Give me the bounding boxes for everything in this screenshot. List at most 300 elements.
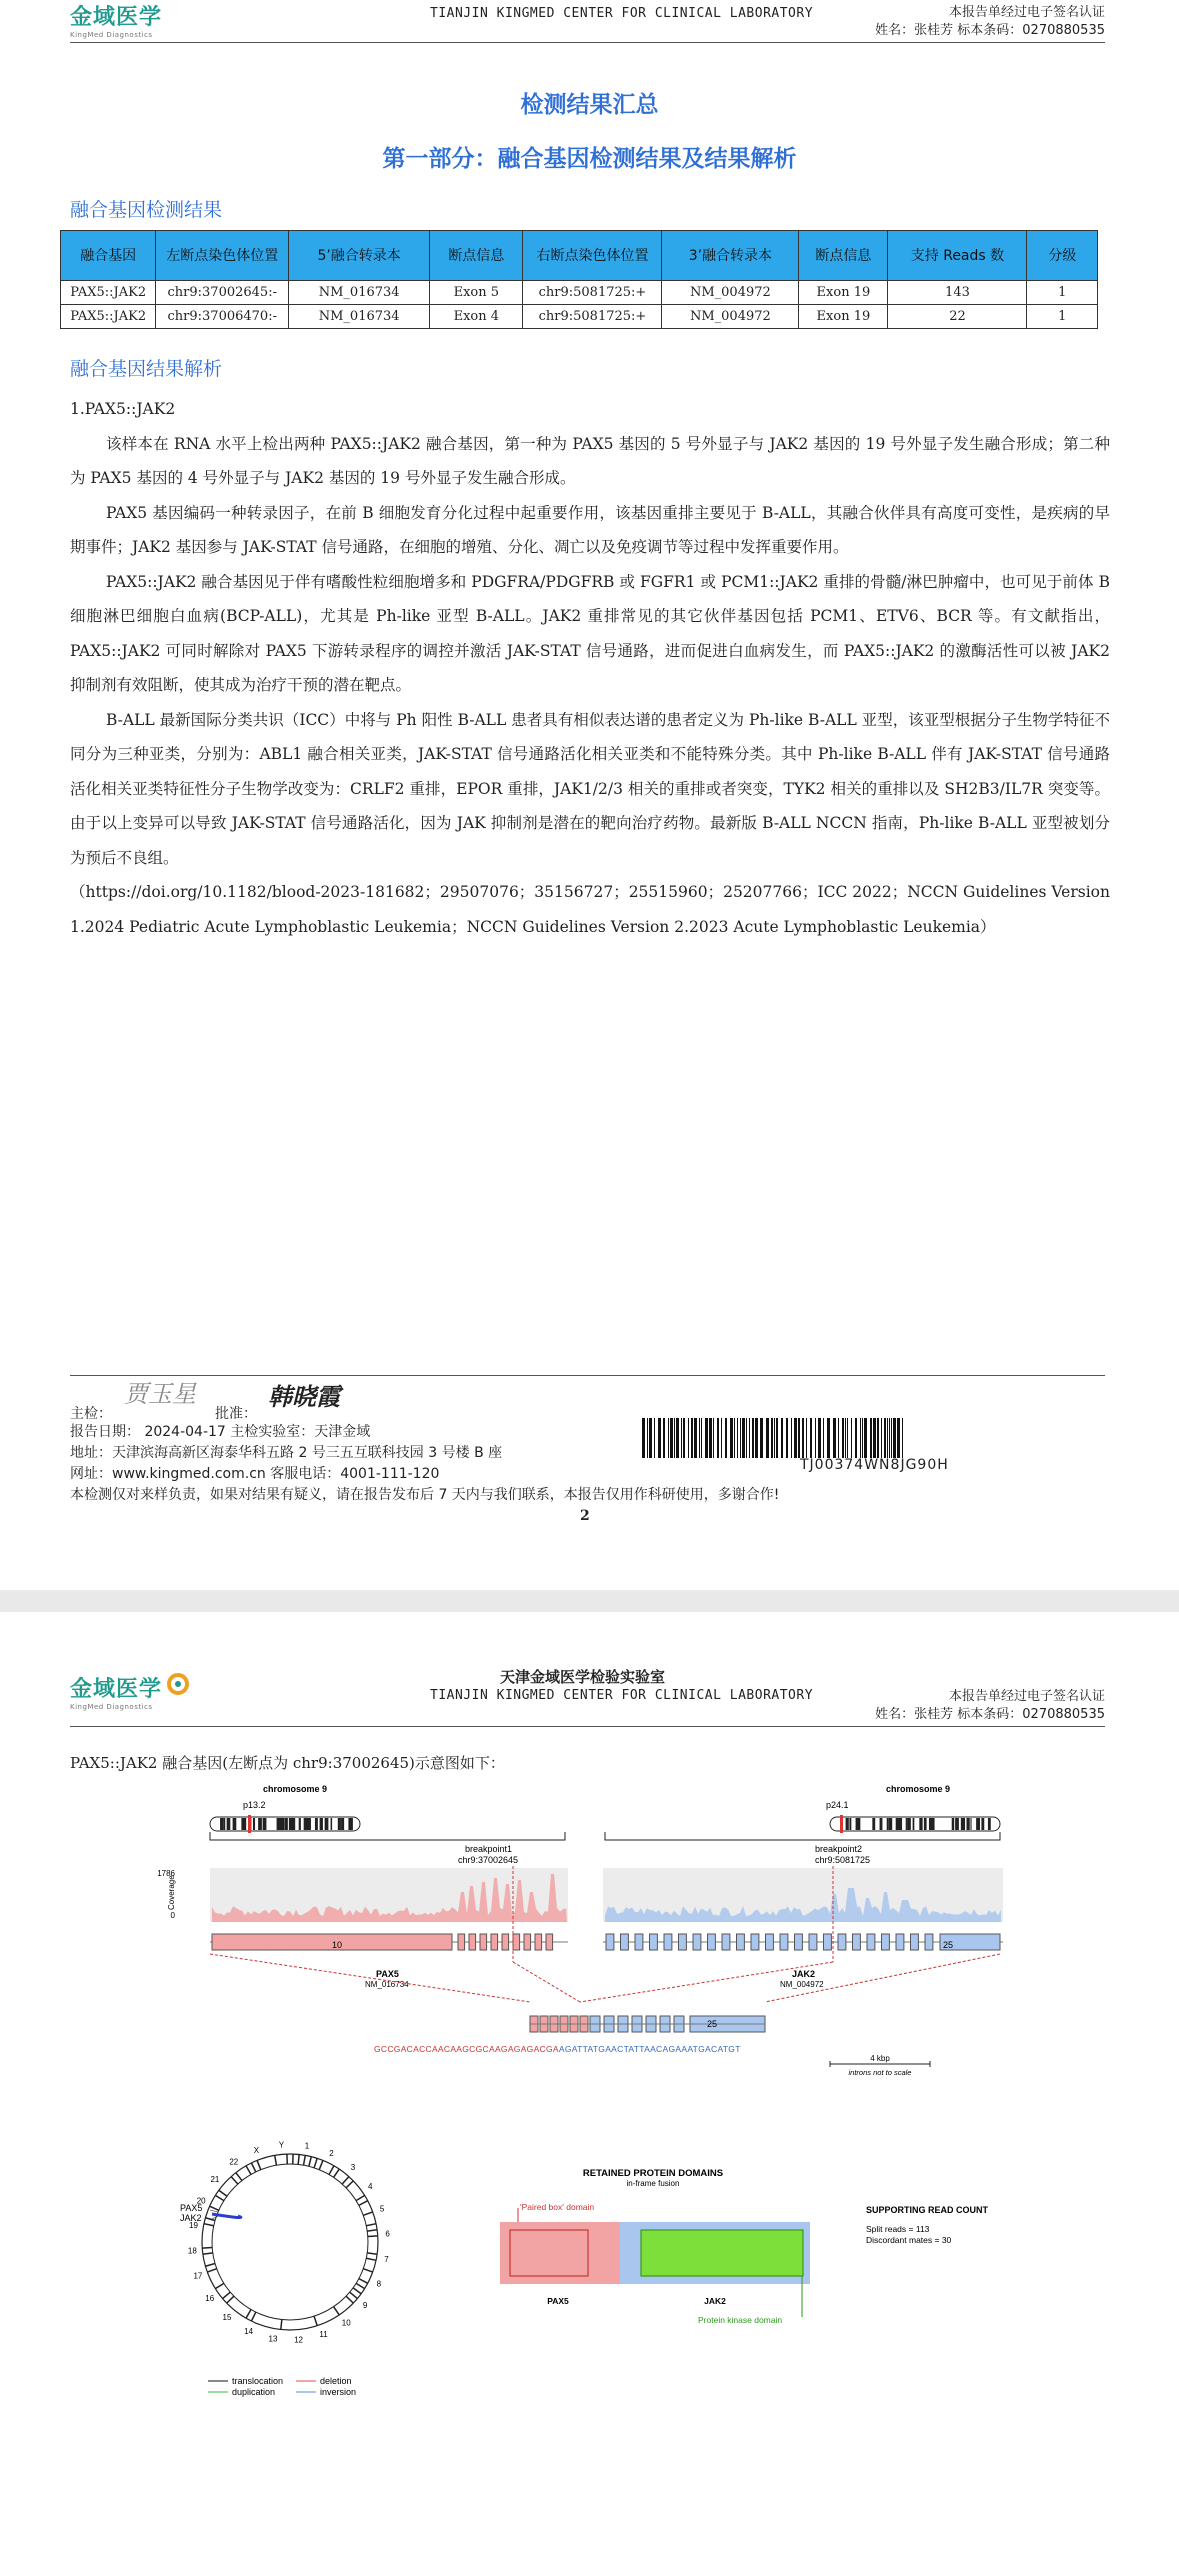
circos-band	[251, 2163, 255, 2172]
barcode-bar	[864, 1418, 867, 1458]
scale-note: introns not to scale	[848, 2068, 912, 2077]
main-title: 检测结果汇总	[520, 92, 659, 118]
barcode-bar	[902, 1418, 903, 1458]
barcode-bar	[897, 1418, 900, 1458]
chromosome-ideogram-right	[830, 1815, 1000, 1833]
circos-band	[367, 2230, 377, 2231]
table-cell: NM_004972	[662, 305, 799, 329]
barcode-bar	[855, 1418, 857, 1458]
website: 网址：www.kingmed.com.cn 客服电话：4001-111-120	[70, 1466, 440, 1482]
footer-rule	[70, 1375, 1105, 1376]
circos-band	[215, 2283, 223, 2288]
circos-band	[210, 2206, 219, 2210]
signature-note: 本报告单经过电子签名认证	[948, 5, 1105, 20]
circos-chromosome-label: 4	[368, 2181, 373, 2191]
protein-pax5-label: PAX5	[547, 2296, 569, 2306]
barcode-text: TJ00374WN8JG90H	[800, 1457, 949, 1473]
barcode-bar	[725, 1418, 727, 1458]
protein-jak2-label: JAK2	[704, 2296, 726, 2306]
chromosome-band	[907, 1818, 911, 1830]
circos-band	[353, 2288, 361, 2294]
circos-chromosome-label: 21	[210, 2175, 220, 2185]
part-title: 第一部分：融合基因检测结果及结果解析	[382, 146, 797, 172]
barcode-bar	[681, 1418, 682, 1458]
exon-box	[491, 1934, 498, 1950]
barcode-bar	[752, 1418, 754, 1458]
chromosome-ideogram-left	[210, 1815, 360, 1833]
kingmed-logo	[70, 1672, 192, 1711]
header-right	[875, 4, 1105, 40]
scale-label: 4 kbp	[870, 2054, 890, 2063]
circos-band	[359, 2201, 368, 2206]
table-header: 断点信息	[799, 231, 888, 281]
disclaimer: 本检测仅对来样负责，如果对结果有疑义，请在报告发布后 7 天内与我们联系，本报告仅用作科研使用，多谢合作!	[70, 1487, 780, 1503]
header-right	[875, 1688, 1105, 1724]
circos-band	[251, 2312, 255, 2321]
circos-chromosome-label: 17	[193, 2271, 203, 2281]
circos-chromosome-label: X	[253, 2145, 260, 2155]
chromosome-band	[289, 1818, 291, 1830]
circos-band	[231, 2177, 238, 2184]
chromosome-band	[241, 1818, 244, 1830]
chr-left-label: chromosome 9	[262, 1784, 328, 1794]
table-row	[61, 305, 1098, 329]
barcode-bar	[771, 1418, 773, 1458]
report-barcode	[642, 1418, 1020, 1458]
circos-band	[246, 2166, 251, 2175]
chromosome-band	[280, 1818, 284, 1830]
barcode-bar	[734, 1418, 735, 1458]
support-title: SUPPORTING READ COUNT	[866, 2205, 989, 2215]
gene-right-exon-big: 25	[943, 1940, 954, 1950]
barcode-bar	[740, 1418, 741, 1458]
table-header: 右断点染色体位置	[523, 231, 662, 281]
chromosome-band	[258, 1818, 262, 1830]
barcode-bar	[842, 1418, 844, 1458]
table-header: 融合基因	[61, 231, 156, 281]
circos-band	[223, 2292, 231, 2298]
patient-line: 姓名：张桂芳 标本条码：0270880535	[875, 1707, 1105, 1722]
circos-band	[219, 2190, 227, 2196]
table-header: 3’融合转录本	[662, 231, 799, 281]
circos-band	[319, 2160, 323, 2169]
table-cell: Exon 5	[430, 281, 523, 305]
chromosome-band	[891, 1818, 893, 1830]
exon-box	[809, 1934, 817, 1950]
barcode-bar	[873, 1418, 876, 1458]
gene-left-name: PAX5	[376, 1969, 399, 1979]
barcode-bar	[845, 1418, 846, 1458]
circos-band	[257, 2160, 261, 2169]
barcode-bar	[823, 1418, 824, 1458]
barcode-bar	[781, 1418, 783, 1458]
split-reads: Split reads = 113	[866, 2224, 930, 2234]
circos-band	[334, 2307, 340, 2315]
sequence-pax5-part: GCCGACACCAACAAGCGCAAGAGAGACGA	[374, 2044, 559, 2054]
circos-chromosome-label: 3	[350, 2162, 356, 2172]
paragraph: PAX5 基因编码一种转录因子，在前 B 细胞发育分化过程中起重要作用，该基因重排主要见于 B-ALL，其融合伙伴具有高度可变性，是疾病的早期事件；JAK2 基因参与 JAK-STAT 信号通路，在细胞的增殖、分化、凋亡以及免疫调节等过程中发挥重要作用。	[70, 503, 1110, 556]
discordant-mates: Discordant mates = 30	[866, 2235, 952, 2245]
barcode-bar	[721, 1418, 722, 1458]
exon-box	[693, 1934, 701, 1950]
barcode-bar	[870, 1418, 872, 1458]
barcode-bar	[658, 1418, 661, 1458]
exon-box	[535, 1934, 542, 1950]
legend-inversion: inversion	[320, 2387, 357, 2397]
chromosome-band	[846, 1818, 849, 1830]
barcode-bar	[862, 1418, 863, 1458]
barcode-bar	[676, 1418, 679, 1458]
zoom-bracket-left	[210, 1832, 565, 1840]
exon-box	[679, 1934, 687, 1950]
barcode-bar	[802, 1418, 804, 1458]
legend-duplication: duplication	[232, 2387, 276, 2397]
approver-signature: 韩晓霞	[268, 1382, 340, 1411]
barcode-bar	[860, 1418, 861, 1458]
barcode-bar	[683, 1418, 685, 1458]
table-cell: Exon 19	[799, 281, 888, 305]
chromosome-band	[348, 1818, 351, 1830]
circos-band	[202, 2247, 212, 2248]
chromosome-band	[952, 1818, 954, 1830]
barcode-bar	[674, 1418, 675, 1458]
exon-box	[480, 1934, 487, 1950]
chromosome-band	[896, 1818, 900, 1830]
table-cell: NM_004972	[662, 281, 799, 305]
chromosome-band	[970, 1818, 971, 1830]
circos-band	[204, 2224, 214, 2226]
exon-box	[896, 1934, 904, 1950]
coverage-max: 1786	[157, 1869, 175, 1878]
circos-band	[281, 2320, 282, 2330]
table-cell: NM_016734	[289, 305, 430, 329]
barcode-bar	[649, 1418, 652, 1458]
table-header: 断点信息	[430, 231, 523, 281]
chromosome-band	[227, 1818, 228, 1830]
kinase-label: Protein kinase domain	[698, 2315, 783, 2325]
paragraph: PAX5::JAK2 融合基因见于伴有嗜酸性粒细胞增多和 PDGFRA/PDGFRB 或 FGFR1 或 PCM1::JAK2 重排的骨髓/淋巴肿瘤中，也可见于前体 B 细胞淋巴细胞白血病(BCP-ALL)，尤其是 Ph-like 亚型 B-ALL。JAK2 重排常见的其它伙伴基因包括 PCM1、ETV6、BCR 等。有文献指出，PAX5::JAK2 可同时解除对 PAX5 下游转录程序的调控并激活 JAK-STAT 信号通路，进而促进白血病发生，而 PAX5::JAK2 的激酶活性可以被 JAK2 抑制剂有效阻断，使其成为治疗干预的潜在靶点。	[70, 572, 1110, 694]
table-cell: 1	[1027, 281, 1098, 305]
circos-chromosome-label: 5	[379, 2204, 385, 2214]
circos-band	[227, 2296, 234, 2303]
circos-chromosome-label: 19	[189, 2220, 198, 2230]
barcode-bar	[851, 1418, 852, 1458]
chromosome-band	[253, 1818, 255, 1830]
report-page-2	[0, 1612, 1179, 2556]
barcode-bar	[730, 1418, 733, 1458]
table-header: 5’融合转录本	[289, 231, 430, 281]
logo-mark-icon	[164, 1672, 192, 1700]
barcode-bar	[798, 1418, 800, 1458]
chromosome-band	[277, 1818, 278, 1830]
chromosome-band	[309, 1818, 311, 1830]
chromosome-band	[325, 1818, 329, 1830]
header-rule	[70, 42, 1105, 43]
chromosome-band	[315, 1818, 318, 1830]
barcode-bar	[717, 1418, 719, 1458]
barcode-bar	[794, 1418, 797, 1458]
circos-band	[366, 2224, 376, 2226]
lab-name-en: TIANJIN KINGMED CENTER FOR CLINICAL LABORATORY	[430, 6, 814, 21]
barcode-bar	[749, 1418, 750, 1458]
table-cell: 22	[888, 305, 1027, 329]
exon-box	[502, 1934, 509, 1950]
barcode-bar	[893, 1418, 896, 1458]
barcode-bar	[791, 1418, 792, 1458]
barcode-bar	[668, 1418, 669, 1458]
junction-sequence	[374, 2044, 741, 2054]
exon-box	[925, 1934, 933, 1950]
sequence-jak2-part: AGATTATGAACTATTAACAGAAATGACATGT	[558, 2044, 741, 2054]
circos-band	[368, 2236, 378, 2237]
circos-chromosome-label: 18	[187, 2246, 197, 2256]
paragraph: 该样本在 RNA 水平上检出两种 PAX5::JAK2 融合基因，第一种为 PAX5 基因的 5 号外显子与 JAK2 基因的 19 号外显子发生融合形成；第二种为 PAX5 基因的 4 号外显子与 JAK2 基因的 19 号外显子发生融合形成。	[70, 434, 1110, 487]
exon-box	[513, 1934, 520, 1950]
exon-box	[780, 1934, 788, 1950]
barcode-bar	[833, 1418, 836, 1458]
circos-band	[363, 2269, 372, 2272]
circos-band	[309, 2157, 311, 2167]
exon-box	[795, 1934, 803, 1950]
chromosome-band	[233, 1818, 237, 1830]
circos-chromosome-label: 14	[244, 2326, 254, 2336]
chromosome-band	[221, 1818, 223, 1830]
circos-chromosome-label: 12	[294, 2335, 303, 2345]
chromosome-band	[320, 1818, 323, 1830]
exon-box	[824, 1934, 832, 1950]
logo-sub: KingMed Diagnostics	[70, 31, 153, 39]
barcode-bar	[647, 1418, 648, 1458]
gene-track-pax5	[210, 1934, 568, 1950]
chromosome-band	[856, 1818, 858, 1830]
diagram-caption: PAX5::JAK2 融合基因(左断点为 chr9:37002645)示意图如下：	[70, 1754, 505, 1772]
chromosome-body	[830, 1817, 1000, 1831]
bp2-label: breakpoint2	[815, 1844, 863, 1854]
barcode-bar	[737, 1418, 738, 1458]
barcode-bar	[642, 1418, 645, 1458]
barcode-bar	[827, 1418, 830, 1458]
barcode-bar	[884, 1418, 886, 1458]
zoom-bracket-right	[605, 1832, 1000, 1840]
kingmed-logo	[70, 0, 162, 39]
chromosome-band	[872, 1818, 875, 1830]
table-cell: chr9:5081725:+	[523, 305, 662, 329]
chromosome-band	[889, 1818, 891, 1830]
chromosome-band	[988, 1818, 991, 1830]
page-number: 2	[580, 1508, 590, 1524]
chromosome-band	[223, 1818, 225, 1830]
barcode-bar	[887, 1418, 888, 1458]
exon-box	[708, 1934, 716, 1950]
barcode-bar	[891, 1418, 892, 1458]
barcode-bar	[766, 1418, 769, 1458]
table-cell: PAX5::JAK2	[61, 281, 156, 305]
circos-chromosome-label: 22	[229, 2157, 239, 2167]
circos-band	[304, 2155, 306, 2165]
kinase-domain	[641, 2230, 803, 2276]
table-cell: chr9:37002645:-	[156, 281, 289, 305]
barcode-bar	[760, 1418, 763, 1458]
table-cell: Exon 4	[430, 305, 523, 329]
barcode-bar	[810, 1418, 812, 1458]
address: 地址：天津滨海高新区海泰华科五路 2 号三五互联科技园 3 号楼 B 座	[70, 1445, 503, 1461]
checker-signature: 贾玉星	[124, 1380, 196, 1408]
bp1-label: breakpoint1	[465, 1844, 513, 1854]
chromosome-band	[919, 1818, 922, 1830]
circos-plot	[188, 2140, 390, 2344]
barcode-bar	[663, 1418, 665, 1458]
fusion-results-table	[60, 230, 1098, 329]
bp2-pos: chr9:5081725	[815, 1855, 871, 1865]
table-cell: chr9:37006470:-	[156, 305, 289, 329]
exon-box	[606, 1934, 614, 1950]
analysis-body	[70, 392, 1110, 944]
circos-chromosome-label: 1	[304, 2141, 310, 2151]
domains-title: RETAINED PROTEIN DOMAINS	[582, 2168, 724, 2179]
circos-chromosome-label: 11	[319, 2330, 328, 2340]
event-legend	[208, 2376, 356, 2397]
circos-band	[350, 2292, 358, 2298]
exon-box	[722, 1934, 730, 1950]
exon-box	[853, 1934, 861, 1950]
circos-chromosome-label: 6	[385, 2229, 390, 2239]
exon-box	[621, 1934, 629, 1950]
checker-label: 主检：	[70, 1406, 112, 1422]
circos-band	[298, 2154, 299, 2164]
barcode-bar	[877, 1418, 879, 1458]
circos-band	[363, 2212, 372, 2215]
circos-band	[367, 2253, 377, 2254]
band-right-label: p24.1	[826, 1800, 849, 1810]
chromosome-band	[981, 1818, 984, 1830]
barcode-bar	[818, 1418, 821, 1458]
table-header: 分级	[1027, 231, 1098, 281]
circos-band	[346, 2181, 353, 2188]
barcode-bar	[786, 1418, 788, 1458]
chromosome-band	[924, 1818, 927, 1830]
exon-box	[650, 1934, 658, 1950]
circos-band	[215, 2195, 223, 2200]
chromosome-band	[307, 1818, 308, 1830]
barcode-bar	[742, 1418, 745, 1458]
circos-chromosome-label: 16	[205, 2294, 215, 2304]
chromosome-band	[932, 1818, 934, 1830]
circos-band	[205, 2263, 215, 2266]
barcode-bar	[699, 1418, 700, 1458]
gene-left-exon-big: 10	[332, 1940, 343, 1950]
table-row	[61, 281, 1098, 305]
barcode-bar	[776, 1418, 778, 1458]
barcode-bar	[705, 1418, 708, 1458]
exon-box	[635, 1934, 643, 1950]
circos-label-jak2: JAK2	[180, 2213, 202, 2223]
exon-box	[469, 1934, 476, 1950]
chromosome-band	[913, 1818, 915, 1830]
lab-name-en: TIANJIN KINGMED CENTER FOR CLINICAL LABORATORY	[430, 1688, 814, 1703]
barcode-bar	[670, 1418, 673, 1458]
exon-box	[838, 1934, 846, 1950]
lab-name-cn: 天津金域医学检验实验室	[500, 1668, 666, 1686]
barcode-bar	[691, 1418, 693, 1458]
circos-band	[356, 2283, 364, 2288]
circos-band	[342, 2177, 349, 2184]
paired-box-label: 'Paired box' domain	[520, 2202, 595, 2212]
chromosome-band	[338, 1818, 341, 1830]
circos-label-pax5: PAX5	[180, 2203, 203, 2213]
circos-band	[329, 2166, 334, 2175]
barcode-bar	[694, 1418, 697, 1458]
circos-chromosome-label: 2	[329, 2149, 334, 2159]
circos-band	[356, 2195, 364, 2200]
table-cell: chr9:5081725:+	[523, 281, 662, 305]
barcode-bar	[701, 1418, 702, 1458]
exon-box	[737, 1934, 745, 1950]
table-cell: 1	[1027, 305, 1098, 329]
circos-pointer	[210, 2216, 218, 2220]
barcode-bar	[713, 1418, 714, 1458]
barcode-bar	[881, 1418, 882, 1458]
chromosome-band	[929, 1818, 933, 1830]
table-cell: PAX5::JAK2	[61, 305, 156, 329]
coverage-axis-label: Coverage	[167, 1875, 176, 1910]
fusion-transcript	[530, 2016, 765, 2032]
gene-right-tx: NM_004972	[780, 1980, 824, 1989]
chromosome-breakpoint-mark	[248, 1815, 251, 1833]
circos-chromosome-label: 8	[376, 2279, 382, 2289]
patient-line: 姓名：张桂芳 标本条码：0270880535	[875, 23, 1105, 38]
barcode-bar	[746, 1418, 747, 1458]
chromosome-band	[967, 1818, 970, 1830]
circos-band	[236, 2173, 242, 2181]
circos-band	[203, 2253, 213, 2254]
section-title-results: 融合基因检测结果	[70, 199, 223, 221]
circos-chromosome-label: 10	[341, 2318, 351, 2328]
barcode-bar	[889, 1418, 890, 1458]
chromosome-band	[285, 1818, 287, 1830]
fusion-exon-big: 25	[707, 2019, 718, 2029]
logo-text: 金域医学	[70, 5, 163, 30]
circos-band	[207, 2269, 216, 2272]
exon-box	[458, 1934, 465, 1950]
section-title-analysis: 融合基因结果解析	[70, 358, 223, 380]
table-cell: 143	[888, 281, 1027, 305]
circos-chromosome-label: 13	[268, 2334, 278, 2344]
circos-chromosome-label: 9	[362, 2300, 368, 2310]
circos-band	[334, 2169, 340, 2177]
circos-band	[346, 2296, 353, 2303]
item-title: 1.PAX5::JAK2	[70, 400, 176, 418]
coverage-min: 0	[170, 1911, 175, 1920]
domains-sub: in-frame fusion	[626, 2179, 680, 2188]
barcode-bar	[806, 1418, 807, 1458]
barcode-bar	[654, 1418, 655, 1458]
approver-label: 批准：	[215, 1406, 257, 1422]
chromosome-band	[887, 1818, 888, 1830]
barcode-bar	[774, 1418, 775, 1458]
circos-band	[246, 2310, 251, 2319]
logo-sub: KingMed Diagnostics	[70, 1703, 153, 1711]
chromosome-band	[906, 1818, 907, 1830]
circos-band	[359, 2279, 368, 2284]
chromosome-breakpoint-mark	[840, 1815, 843, 1833]
chromosome-band	[955, 1818, 959, 1830]
exon-box	[911, 1934, 919, 1950]
circos-chromosome-label: 15	[222, 2313, 232, 2323]
protein-pax5-part	[500, 2222, 620, 2284]
table-header: 支持 Reads 数	[888, 231, 1027, 281]
circos-chromosome-label: 20	[196, 2196, 206, 2206]
circos-outer-ring	[202, 2154, 378, 2330]
